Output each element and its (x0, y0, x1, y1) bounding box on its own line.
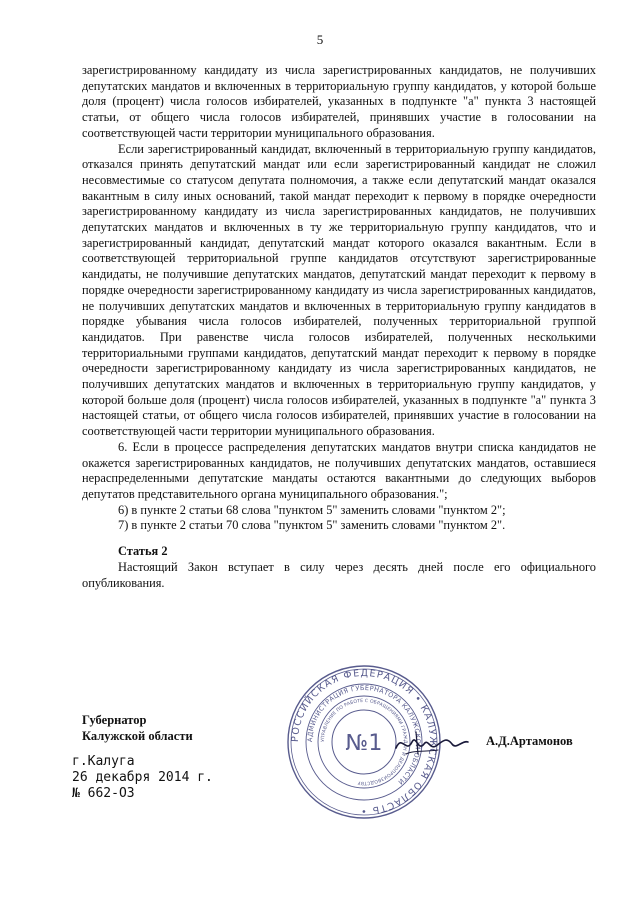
paragraph-item-6: 6. Если в процессе распределения депутатских мандатов внутри списка кандидатов не окажется зарегистрированных кандидатов, не получивших депутатских мандатов, оставшиеся нераспределенными депутатские мандаты остаются вакантными до следующих выборов депутатов представительного органа муниципального образования."; (82, 439, 596, 501)
handwritten-signature (392, 724, 472, 764)
city: г.Калуга (72, 754, 135, 769)
document-body (82, 63, 596, 591)
seal-outer-text: РОССИЙСКАЯ ФЕДЕРАЦИЯ • КАЛУЖСКАЯ ОБЛАСТЬ • (289, 667, 439, 817)
seal-inner-text: УПРАВЛЕНИЕ ПО РАБОТЕ С ОБРАЩЕНИЯМИ ГРАЖДАН И ДЕЛОПРОИЗВОДСТВУ (320, 698, 408, 786)
article-2-title: Статья 2 (118, 544, 168, 559)
paragraph-amendment-7: 7) в пункте 2 статьи 70 слова "пунктом 5" заменить словами "пунктом 2". (118, 518, 506, 533)
governor-name: А.Д.Артамонов (486, 734, 573, 748)
governor-region: Калужской области (82, 729, 193, 743)
page-number: 5 (316, 32, 324, 47)
paragraph-amendment-6: 6) в пункте 2 статьи 68 слова "пунктом 5" заменить словами "пунктом 2"; (118, 502, 506, 517)
article-2-text: Настоящий Закон вступает в силу через десять дней после его официального опубликования. (82, 559, 596, 590)
seal-center-number: №1 (345, 731, 383, 756)
governor-title (82, 712, 193, 744)
seal-middle-text: АДМИНИСТРАЦИЯ ГУБЕРНАТОРА КАЛУЖСКОЙ ОБЛАСТИ (305, 683, 423, 787)
law-number: № 662-ОЗ (72, 786, 135, 801)
paragraph-continuation: зарегистрированному кандидату из числа зарегистрированных кандидатов, не получивших депутатских мандатов и включенных в территориальную группу кандидатов, у которой больше доля (процент) числа голосов избирателей, указанных в подпункте "а" пункта 3 настоящей статьи, от общего числа голосов избирателей, принявших участие в голосовании на соответствующей части территории муниципального образования. (82, 63, 596, 140)
law-date: 26 декабря 2014 г. (72, 770, 213, 785)
place-date-block (72, 754, 213, 802)
governor-position: Губернатор (82, 713, 147, 727)
paragraph-vacant-mandate: Если зарегистрированный кандидат, включенный в территориальную группу кандидатов, отказался принять депутатский мандат или если зарегистрированный кандидат не сложил несовместимые со статусом депутата полномочия, а также если депутатский мандат оказался вакантным в силу иных оснований, такой мандат переходит к первому в порядке очередности зарегистрированному кандидату из числа зарегистрированных кандидатов, не получивших депутатских мандатов и включенных в ту же территориальную группу кандидатов, что и зарегистрированный кандидат, депутатский мандат которого оказался вакантным. Если в соответствующей территориальной группе кандидатов отсутствуют зарегистрированные кандидаты, не получившие депутатских мандатов, депутатский мандат переходит к первому в порядке очередности зарегистрированному кандидату из числа зарегистрированных кандидатов, не получивших депутатских мандатов и включенных в территориальную группу кандидатов в порядке убывания числа голосов избирателей, полученных территориальной группой кандидатов. При равенстве числа голосов избирателей, полученных несколькими территориальными группами кандидатов, депутатский мандат переходит к первому в порядке очередности зарегистрированному кандидату из числа зарегистрированных кандидатов, не получивших депутатских мандатов и включенных в территориальную группу кандидатов, у которой больше доля (процент) числа голосов избирателей, указанных в подпункте "а" пункта 3 настоящей статьи, от общего числа голосов избирателей, принявших участие в голосовании на соответствующей части территории муниципального образования. (82, 141, 596, 439)
